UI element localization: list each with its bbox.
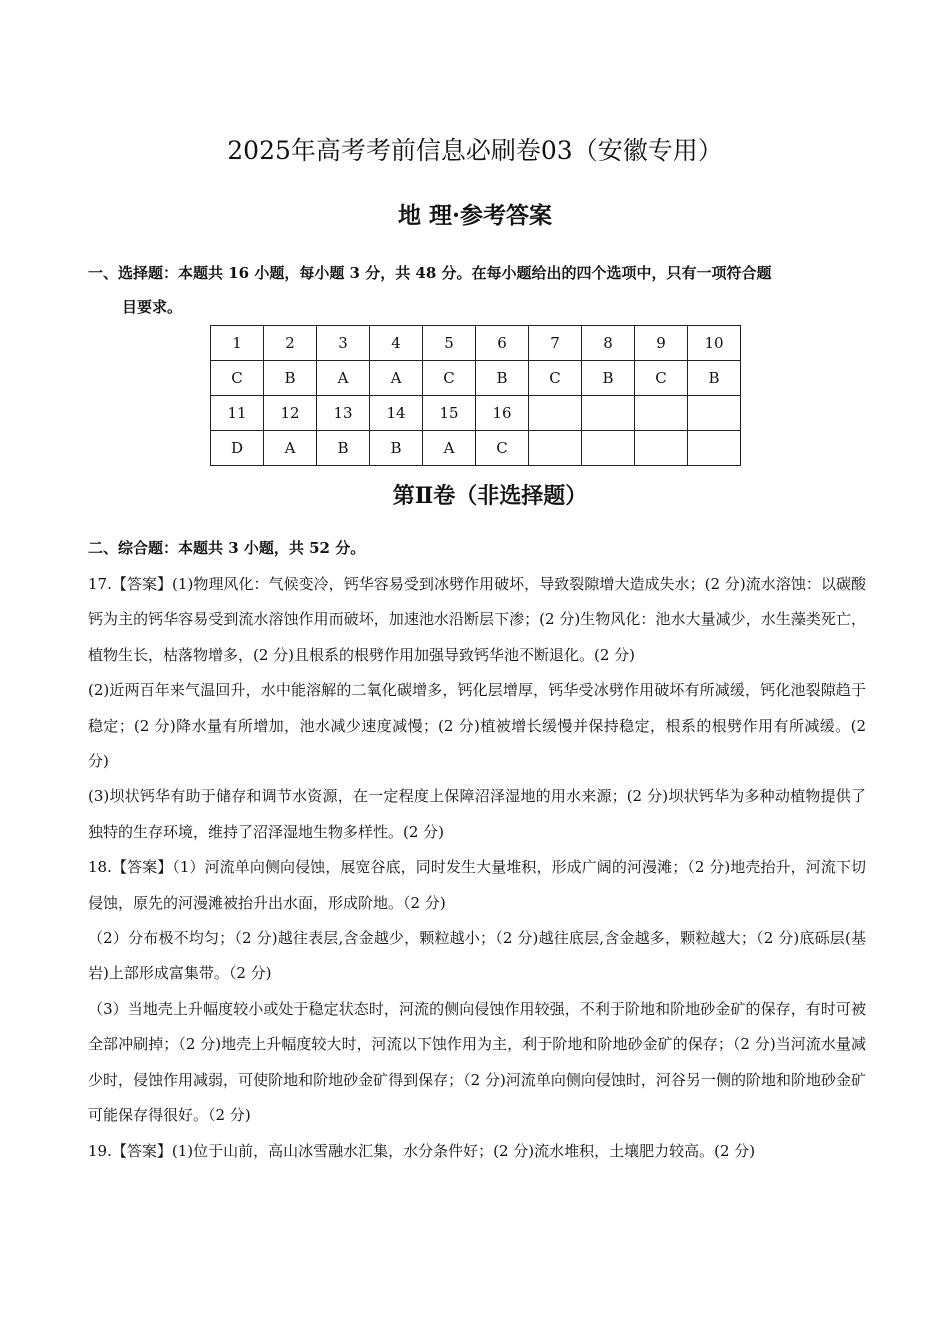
answer-content <box>88 567 866 1169</box>
answer-table-cell: C <box>529 361 582 396</box>
section1-line2: 目要求。 <box>122 298 183 316</box>
answer-table-cell: B <box>317 431 370 466</box>
paragraph: 18.【答案】（1）河流单向侧向侵蚀，展宽谷底，同时发生大量堆积，形成广阔的河漫滩；（2 分)地壳抬升，河流下切侵蚀，原先的河漫滩被抬升出水面，形成阶地。（2 分) <box>88 858 866 912</box>
answer-table-cell: A <box>423 431 476 466</box>
paragraph: 17.【答案】(1)物理风化：气候变冷，钙华容易受到冰劈作用破坏，导致裂隙增大造成失水；(2 分)流水溶蚀：以碳酸钙为主的钙华容易受到流水溶蚀作用而破坏，加速池水沿断层下渗；(2 分)生物风化：池水大量减少，水生藻类死亡，植物生长，枯落物增多，(2 分)且根系的根劈作用加强导致钙华池不断退化。(2 分) <box>88 575 866 664</box>
answer-table-cell <box>688 396 741 431</box>
answer-table-cell: B <box>582 361 635 396</box>
section2-heading: 二、综合题：本题共 3 小题，共 52 分。 <box>88 539 366 557</box>
answer-table-cell: 2 <box>264 326 317 361</box>
answer-table <box>210 325 741 466</box>
document-title: 2025年高考考前信息必刷卷03（安徽专用） <box>227 136 723 165</box>
answer-table-cell: 6 <box>476 326 529 361</box>
answer-table-cell: D <box>211 431 264 466</box>
answer-table-cell: A <box>264 431 317 466</box>
paragraph: （3）当地壳上升幅度较小或处于稳定状态时，河流的侧向侵蚀作用较强，不利于阶地和阶地砂金矿的保存，有时可被全部冲刷掉；（2 分)地壳上升幅度较大时，河流以下蚀作用为主，利于阶地和阶地砂金矿的保存；（2 分)当河流水量减少时，侵蚀作用减弱，可使阶地和阶地砂金矿得到保存；（2 分)河流单向侧向侵蚀时，河谷另一侧的阶地和阶地砂金矿可能保存得很好。（2 分) <box>88 999 866 1125</box>
answer-table-cell: C <box>635 361 688 396</box>
answer-table-cell: 16 <box>476 396 529 431</box>
section1-heading <box>88 256 868 324</box>
answer-table-cell: C <box>423 361 476 396</box>
document-subtitle: 地 理·参考答案 <box>397 202 552 229</box>
paragraph: 19.【答案】(1)位于山前，高山冰雪融水汇集，水分条件好；(2 分)流水堆积，土壤肥力较高。(2 分) <box>88 1141 756 1160</box>
answer-table-cell: 14 <box>370 396 423 431</box>
answer-table-cell <box>582 396 635 431</box>
answer-table-cell: 7 <box>529 326 582 361</box>
answer-table-cell: 15 <box>423 396 476 431</box>
answer-table-cell <box>635 396 688 431</box>
answer-table-row <box>211 396 741 431</box>
answer-table-cell <box>688 431 741 466</box>
answer-table-cell: 1 <box>211 326 264 361</box>
answer-table-cell: 13 <box>317 396 370 431</box>
paragraph: (3)坝状钙华有助于储存和调节水资源，在一定程度上保障沼泽湿地的用水来源；(2 分)坝状钙华为多种动植物提供了独特的生存环境，维持了沼泽湿地生物多样性。(2 分) <box>88 787 866 841</box>
answer-table-cell: 9 <box>635 326 688 361</box>
section1-line1: 一、选择题：本题共 16 小题，每小题 3 分，共 48 分。在每小题给出的四个选项中，只有一项符合题 <box>88 264 772 282</box>
part2-title: 第Ⅱ卷（非选择题） <box>392 483 588 509</box>
answer-table-cell: 10 <box>688 326 741 361</box>
answer-table-cell: 8 <box>582 326 635 361</box>
answer-table-cell <box>582 431 635 466</box>
answer-table-cell: B <box>688 361 741 396</box>
answer-table-cell: A <box>317 361 370 396</box>
answer-table-cell: 3 <box>317 326 370 361</box>
answer-table-cell <box>635 431 688 466</box>
answer-table-cell: B <box>476 361 529 396</box>
answer-table-cell: A <box>370 361 423 396</box>
answer-table-row <box>211 326 741 361</box>
answer-table-row <box>211 361 741 396</box>
answer-table-cell <box>529 396 582 431</box>
answer-table-cell: 11 <box>211 396 264 431</box>
answer-table-cell: 4 <box>370 326 423 361</box>
answer-table-row <box>211 431 741 466</box>
answer-table-cell <box>529 431 582 466</box>
answer-table-cell: C <box>476 431 529 466</box>
answer-table-cell: B <box>370 431 423 466</box>
answer-table-cell: 12 <box>264 396 317 431</box>
paragraph: (2)近两百年来气温回升，水中能溶解的二氧化碳增多，钙化层增厚，钙华受冰劈作用破坏有所减缓，钙化池裂隙趋于稳定；(2 分)降水量有所增加，池水减少速度减慢；(2 分)植被增长缓慢并保持稳定，根系的根劈作用有所减缓。(2 分) <box>88 681 866 771</box>
paragraph: （2）分布极不均匀；（2 分)越往表层,含金越少，颗粒越小；（2 分)越往底层,含金越多，颗粒越大；（2 分)底砾层(基岩)上部形成富集带。（2 分) <box>88 929 866 983</box>
answer-table-cell: 5 <box>423 326 476 361</box>
answer-table-cell: B <box>264 361 317 396</box>
answer-table-cell: C <box>211 361 264 396</box>
